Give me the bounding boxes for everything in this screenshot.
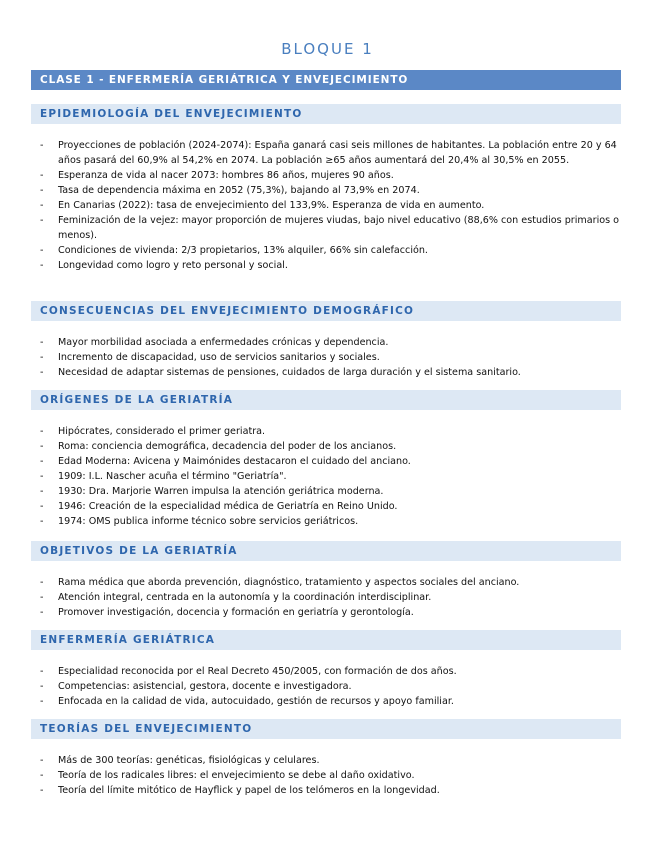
list-item: - Teoría del límite mitótico de Hayflick y papel de los telómeros en la longevidad.: [31, 783, 621, 798]
bullet-list: [31, 575, 621, 620]
section-title: ENFERMERÍA GERIÁTRICA: [31, 630, 621, 650]
list-item: - 1946: Creación de la especialidad médica de Geriatría en Reino Unido.: [31, 499, 621, 514]
list-item: - Tasa de dependencia máxima en 2052 (75,3%), bajando al 73,9% en 2074.: [31, 183, 621, 198]
block-title: BLOQUE 1: [281, 40, 374, 58]
list-item: - Feminización de la vejez: mayor proporción de mujeres viudas, bajo nivel educativo (88,6% con estudios primarios o menos).: [31, 213, 621, 243]
section-teorias: [31, 719, 621, 798]
bullet-list: [31, 753, 621, 798]
list-item: - Roma: conciencia demográfica, decadencia del poder de los ancianos.: [31, 439, 621, 454]
section-title: EPIDEMIOLOGÍA DEL ENVEJECIMIENTO: [31, 104, 621, 124]
class-title-bar: CLASE 1 - ENFERMERÍA GERIÁTRICA Y ENVEJECIMIENTO: [31, 70, 621, 90]
list-item: - Incremento de discapacidad, uso de servicios sanitarios y sociales.: [31, 350, 621, 365]
list-item: - Edad Moderna: Avicena y Maimónides destacaron el cuidado del anciano.: [31, 454, 621, 469]
list-item: - Más de 300 teorías: genéticas, fisiológicas y celulares.: [31, 753, 621, 768]
section-title: ORÍGENES DE LA GERIATRÍA: [31, 390, 621, 410]
bullet-list: [31, 335, 621, 380]
bullet-list: [31, 424, 621, 529]
list-item: - Hipócrates, considerado el primer geriatra.: [31, 424, 621, 439]
list-item: - Teoría de los radicales libres: el envejecimiento se debe al daño oxidativo.: [31, 768, 621, 783]
section-origenes: [31, 390, 621, 529]
list-item: - Enfocada en la calidad de vida, autocuidado, gestión de recursos y apoyo familiar.: [31, 694, 621, 709]
list-item: - Competencias: asistencial, gestora, docente e investigadora.: [31, 679, 621, 694]
section-title: CONSECUENCIAS DEL ENVEJECIMIENTO DEMOGRÁFICO: [31, 301, 621, 321]
section-epidemiologia: [31, 104, 621, 273]
list-item: - Atención integral, centrada en la autonomía y la coordinación interdisciplinar.: [31, 590, 621, 605]
list-item: - En Canarias (2022): tasa de envejecimiento del 133,9%. Esperanza de vida en aumento.: [31, 198, 621, 213]
list-item: - 1974: OMS publica informe técnico sobre servicios geriátricos.: [31, 514, 621, 529]
bullet-list: [31, 138, 621, 273]
list-item: - Esperanza de vida al nacer 2073: hombres 86 años, mujeres 90 años.: [31, 168, 621, 183]
section-title: TEORÍAS DEL ENVEJECIMIENTO: [31, 719, 621, 739]
list-item: - Mayor morbilidad asociada a enfermedades crónicas y dependencia.: [31, 335, 621, 350]
list-item: - 1909: I.L. Nascher acuña el término "Geriatría".: [31, 469, 621, 484]
list-item: - Rama médica que aborda prevención, diagnóstico, tratamiento y aspectos sociales del anciano.: [31, 575, 621, 590]
section-enfermeria: [31, 630, 621, 709]
bullet-list: [31, 664, 621, 709]
list-item: - Condiciones de vivienda: 2/3 propietarios, 13% alquiler, 66% sin calefacción.: [31, 243, 621, 258]
list-item: - Promover investigación, docencia y formación en geriatría y gerontología.: [31, 605, 621, 620]
list-item: - Necesidad de adaptar sistemas de pensiones, cuidados de larga duración y el sistema sanitario.: [31, 365, 621, 380]
list-item: - Proyecciones de población (2024-2074): España ganará casi seis millones de habitantes. La población entre 20 y 64 años pasará del 60,9% al 54,2% en 2074. La población ≥65 años aumentará del 20,4% al 30,5% en 2055.: [31, 138, 621, 168]
section-consecuencias: [31, 301, 621, 380]
list-item: - Especialidad reconocida por el Real Decreto 450/2005, con formación de dos años.: [31, 664, 621, 679]
list-item: - Longevidad como logro y reto personal y social.: [31, 258, 621, 273]
section-objetivos: [31, 541, 621, 620]
list-item: - 1930: Dra. Marjorie Warren impulsa la atención geriátrica moderna.: [31, 484, 621, 499]
section-title: OBJETIVOS DE LA GERIATRÍA: [31, 541, 621, 561]
